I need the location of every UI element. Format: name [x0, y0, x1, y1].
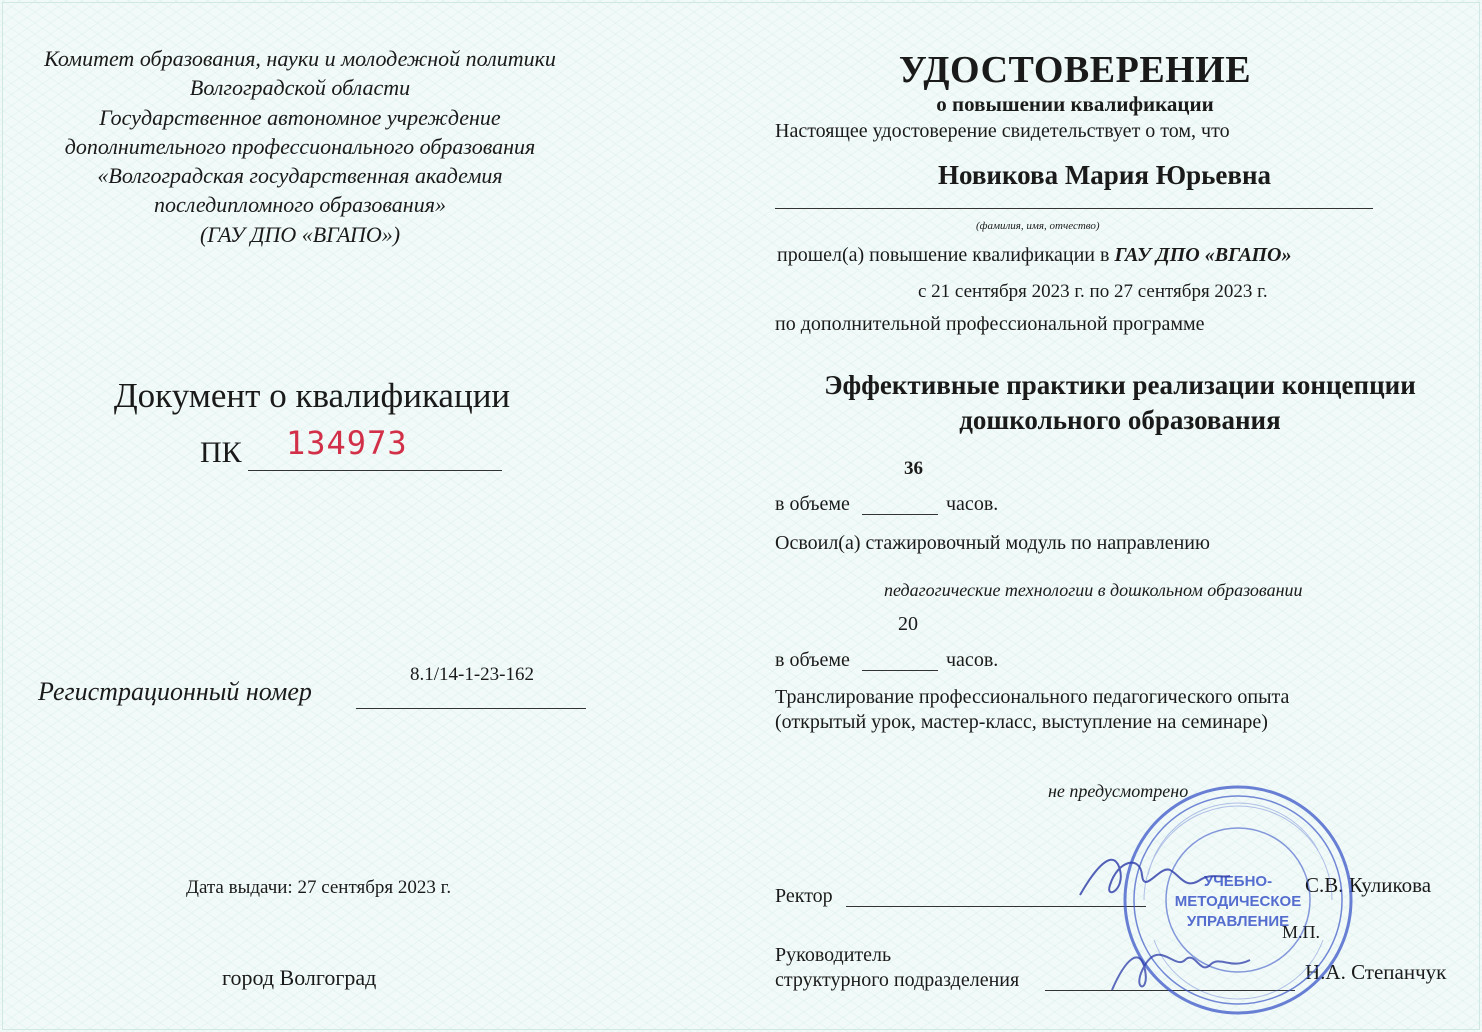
series-number-stamp: 134973 — [286, 424, 408, 462]
seal-line: УЧЕБНО- — [1203, 873, 1273, 890]
hours-prefix: в объеме — [775, 493, 850, 515]
org-line: «Волгоградская государственная академия — [97, 163, 503, 189]
intro-text: Настоящее удостоверение свидетельствует о том, что — [775, 120, 1230, 142]
seal-line: УПРАВЛЕНИЕ — [1186, 913, 1290, 930]
translation-line2: (открытый урок, мастер-класс, выступление на семинаре) — [775, 711, 1268, 733]
registration-number: 8.1/14-1-23-162 — [410, 664, 535, 685]
passed-line — [777, 244, 1291, 267]
document-title: Документ о квалификации — [113, 376, 511, 415]
org-line: Волгоградской области — [189, 75, 411, 101]
translation-line1: Транслирование профессионального педагогического опыта — [775, 686, 1290, 708]
module-hours-underline — [862, 670, 938, 671]
program-intro: по дополнительной профессиональной программе — [775, 313, 1205, 335]
module-intro: Освоил(а) стажировочный модуль по направлению — [775, 532, 1210, 554]
translation-value: не предусмотрено — [1048, 781, 1189, 801]
rector-name: С.В. Куликова — [1305, 873, 1432, 897]
head-label-line2: структурного подразделения — [775, 969, 1020, 991]
passed-text: прошел(а) повышение квалификации в — [777, 244, 1110, 266]
training-dates: с 21 сентября 2023 г. по 27 сентября 2023 г. — [918, 281, 1268, 302]
name-caption: (фамилия, имя, отчество) — [976, 220, 1100, 232]
certificate-subtitle: о повышении квалификации — [936, 92, 1214, 116]
org-line: дополнительного профессионального образования — [64, 133, 536, 159]
module-name: педагогические технологии в дошкольном образовании — [884, 580, 1303, 600]
rector-label: Ректор — [775, 885, 833, 907]
holder-name: Новикова Мария Юрьевна — [938, 160, 1272, 190]
program-line: Эффективные практики реализации концепции — [824, 370, 1416, 400]
module-hours-value: 20 — [898, 613, 918, 635]
module-hours-prefix: в объеме — [775, 649, 850, 671]
institution-name: ГАУ ДПО «ВГАПО» — [1114, 244, 1292, 266]
hours-suffix: часов. — [946, 493, 999, 515]
issue-city: город Волгоград — [222, 965, 377, 990]
registration-underline — [356, 708, 586, 709]
org-line: последипломного образования» — [154, 192, 446, 218]
seal-line: МЕТОДИЧЕСКОЕ — [1174, 893, 1302, 910]
hours-value: 36 — [904, 458, 923, 479]
series-prefix: ПК — [200, 436, 242, 469]
module-hours-suffix: часов. — [946, 649, 999, 671]
issue-date: Дата выдачи: 27 сентября 2023 г. — [186, 877, 452, 898]
org-line: Государственное автономное учреждение — [99, 104, 501, 130]
rector-signature — [1070, 840, 1240, 920]
series-underline — [248, 470, 502, 471]
org-line: (ГАУ ДПО «ВГАПО») — [199, 221, 401, 247]
program-line: дошкольного образования — [959, 405, 1281, 435]
issuing-organization — [0, 44, 600, 249]
certificate-title: УДОСТОВЕРЕНИЕ — [898, 49, 1252, 91]
registration-label: Регистрационный номер — [38, 677, 312, 706]
seal-place-mark: М.П. — [1282, 922, 1321, 942]
head-name: Н.А. Степанчук — [1305, 960, 1447, 984]
hours-underline — [862, 514, 938, 515]
head-signature — [1100, 930, 1260, 1010]
org-line: Комитет образования, науки и молодежной политики — [44, 46, 556, 71]
name-underline — [775, 208, 1373, 209]
program-title — [790, 368, 1450, 438]
head-label-line1: Руководитель — [775, 944, 892, 966]
